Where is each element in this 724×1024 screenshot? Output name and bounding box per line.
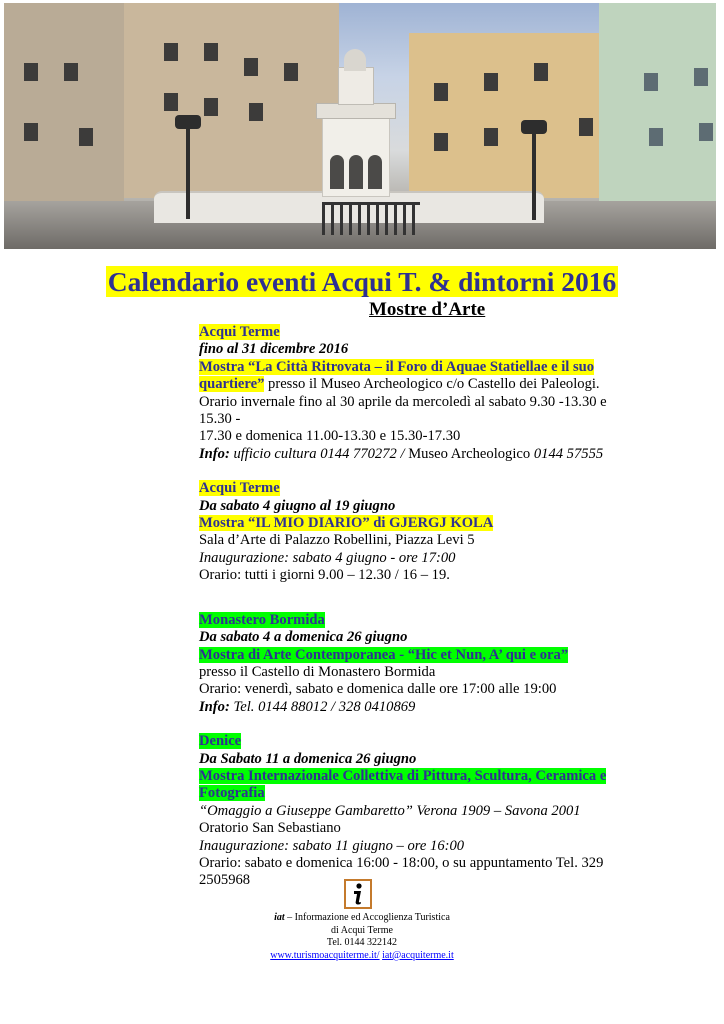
event-location: Acqui Terme xyxy=(199,480,280,497)
event-hours: Orario: sabato e domenica 16:00 - 18:00, o su appuntamento Tel. 329 xyxy=(199,854,604,871)
building-right xyxy=(599,3,716,203)
event-date: Da Sabato 11 a domenica 26 giugno xyxy=(199,750,417,767)
info-i-icon xyxy=(344,879,372,909)
event-title: Mostra di Arte Contemporanea - “Hic et Nun, A’ qui e ora” xyxy=(199,646,569,663)
event-venue: presso il Museo Archeologico c/o Castello dei Paleologi. xyxy=(264,376,600,393)
event-acqui-mio-diario xyxy=(199,480,611,584)
event-hours-cont: 2505968 xyxy=(199,872,251,889)
event-venue: presso il Castello di Monastero Bormida xyxy=(199,663,436,680)
event-acqui-citta-ritrovata xyxy=(199,324,611,463)
event-hours-cont: 17.30 e domenica 11.00-13.30 e 15.30-17.30 xyxy=(199,428,461,445)
info-text: ufficio cultura 0144 770272 / xyxy=(229,445,409,462)
info-text: Tel. 0144 88012 / 328 0410869 xyxy=(229,698,416,715)
info-phone: 0144 57555 xyxy=(533,445,604,462)
event-title-end: quartiere” xyxy=(199,376,265,393)
event-hours: Orario invernale fino al 30 aprile da mercoledì al sabato 9.30 -13.30 e 15.30 - xyxy=(199,393,607,428)
railing xyxy=(322,202,420,235)
event-title-end: Fotografia xyxy=(199,785,265,802)
header-photo xyxy=(4,3,716,249)
event-date: Da sabato 4 giugno al 19 giugno xyxy=(199,497,396,514)
street-lamp xyxy=(186,123,190,219)
event-denice-collettiva xyxy=(199,733,611,890)
event-hours: Orario: tutti i giorni 9.00 – 12.30 / 16 – 19. xyxy=(199,567,450,584)
email-link[interactable]: iat@acquiterme.it xyxy=(382,949,454,961)
street-lamp xyxy=(532,128,536,220)
event-venue: Sala d’Arte di Palazzo Robellini, Piazza Levi 5 xyxy=(199,532,475,549)
event-date: Da sabato 4 a domenica 26 giugno xyxy=(199,629,408,646)
website-link[interactable]: www.turismoacquiterme.it/ xyxy=(270,949,380,961)
event-opening: Inaugurazione: sabato 11 giugno – ore 16:00 xyxy=(199,837,465,854)
event-hours: Orario: venerdì, sabato e domenica dalle ore 17:00 alle 19:00 xyxy=(199,681,557,698)
info-label: Info: xyxy=(199,698,230,715)
event-tribute: “Omaggio a Giuseppe Gambaretto” Verona 1909 – Savona 2001 xyxy=(199,802,581,819)
iat-phone: Tel. 0144 322142 xyxy=(326,937,398,949)
event-monastero-hic-et-nun xyxy=(199,612,611,716)
info-label: Info: xyxy=(199,445,230,462)
building-center-right xyxy=(409,33,609,198)
page-title: Calendario eventi Acqui T. & dintorni 2016 xyxy=(107,266,617,297)
section-subtitle: Mostre d’Arte xyxy=(369,299,486,320)
building-left xyxy=(4,3,124,203)
event-opening: Inaugurazione: sabato 4 giugno - ore 17:00 xyxy=(199,549,456,566)
event-location: Denice xyxy=(199,733,242,750)
events-list xyxy=(199,324,611,890)
event-title: Mostra “La Città Ritrovata – il Foro di Aquae Statiellae e il suo xyxy=(199,358,595,375)
event-date: fino al 31 dicembre 2016 xyxy=(199,341,349,358)
footer-contacts xyxy=(200,912,524,962)
iat-org: – Informazione ed Accoglienza Turistica xyxy=(284,912,450,923)
event-location: Monastero Bormida xyxy=(199,611,325,628)
event-location: Acqui Terme xyxy=(199,324,280,340)
iat-label: iat xyxy=(274,912,285,923)
event-title: Mostra “IL MIO DIARIO” di GJERGJ KOLA xyxy=(199,515,494,532)
info-museum: Museo Archeologico xyxy=(408,445,534,462)
event-title: Mostra Internazionale Collettiva di Pittura, Scultura, Ceramica e xyxy=(199,767,607,784)
building-center-left xyxy=(124,3,339,198)
event-venue: Oratorio San Sebastiano xyxy=(199,820,341,837)
iat-city: di Acqui Terme xyxy=(331,924,393,936)
